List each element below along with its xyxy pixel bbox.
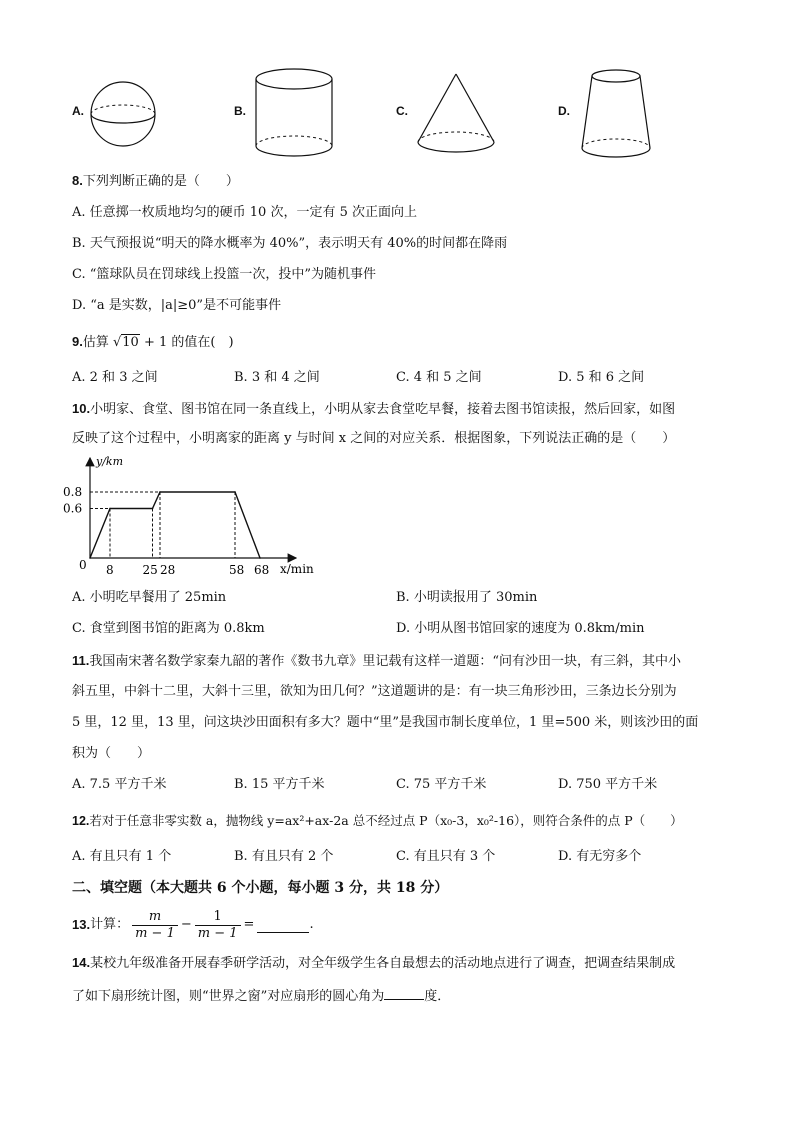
option-c-label: C. (396, 104, 408, 118)
question-11-line-1: 11.我国南宋著名数学家秦九韶的著作《数书九章》里记载有这样一道题：“问有沙田一块，有三斜，其中小 (72, 653, 682, 669)
question-14-line-2: 了如下扇形统计图，则“世界之窗”对应扇形的圆心角为 度． (72, 985, 450, 1006)
q12-option-a: A. 有且只有 1 个 (72, 849, 172, 864)
question-13: 13. 计算： $\frac{m}{m - 1}$ − $\frac{1}{m - 1}$ = . (72, 908, 314, 941)
q10-option-d: D. 小明从图书馆回家的速度为 0.8km/min (396, 621, 645, 636)
option-d-label: D. (558, 104, 570, 118)
answer-blank-13[interactable] (257, 918, 309, 933)
question-14-line-1: 14.某校九年级准备开展春季研学活动，对全年级学生各自最想去的活动地点进行了调查，把调查结果制成 (72, 955, 676, 971)
q11-option-a: A. 7.5 平方千米 (72, 777, 167, 792)
q8-option-b: B. 天气预报说“明天的降水概率为 40%”，表示明天有 40%的时间都在降雨 (72, 236, 508, 251)
data-point (152, 508, 154, 510)
question-11-line-3: 5 里，12 里，13 里，问这块沙田面积有多大？题中“里”是我国市制长度单位，1 里=500 米，则该沙田的面 (72, 715, 699, 730)
fraction-1-over-m-minus-1: $\frac{1}{m - 1}$ (195, 909, 241, 942)
question-12: 12.若对于任意非零实数 a，抛物线 y=ax²+ax-2a 总不经过点 P（x₀-3，x₀²-16），则符合条件的点 P（ ） (72, 813, 683, 828)
q11-option-c: C. 75 平方千米 (396, 777, 487, 792)
question-9: 9.估算 √10 + 1 的值在( ) (72, 334, 234, 350)
q9-option-c: C. 4 和 5 之间 (396, 370, 482, 385)
data-point (259, 557, 261, 559)
fraction-m-over-m-minus-1: $\frac{m}{m - 1}$ (132, 909, 178, 942)
question-11-line-2: 斜五里，中斜十二里，大斜十三里，欲知为田几何？”这道题讲的是：有一块三角形沙田，三条边长分别为 (72, 684, 677, 699)
x-tick-label: 68 (254, 563, 270, 577)
q10-option-b: B. 小明读报用了 30min (396, 590, 538, 605)
q10-option-c: C. 食堂到图书馆的距离为 0.8km (72, 621, 265, 636)
q11-option-d: D. 750 平方千米 (558, 777, 658, 792)
q9-option-a: A. 2 和 3 之间 (72, 370, 158, 385)
q8-option-d: D. “a 是实数，|a|≥0”是不可能事件 (72, 298, 282, 313)
data-point (234, 491, 236, 493)
data-point (109, 508, 111, 510)
sphere-icon (88, 72, 158, 154)
x-tick-label: 28 (160, 563, 176, 577)
q9-option-d: D. 5 和 6 之间 (558, 370, 645, 385)
cylinder-icon (252, 66, 340, 160)
distance-time-graph (60, 452, 340, 584)
y-tick-label: 0.6 (63, 501, 83, 516)
question-8: 8.下列判断正确的是（ ） (72, 173, 239, 189)
q8-option-c: C. “篮球队员在罚球线上投篮一次，投中”为随机事件 (72, 267, 377, 282)
answer-blank-14[interactable] (384, 985, 424, 1000)
question-10-line-1: 10.小明家、食堂、图书馆在同一条直线上，小明从家去食堂吃早餐，接着去图书馆读报，然后回家，如图 (72, 401, 676, 417)
question-10-line-2: 反映了这个过程中，小明离家的距离 y 与时间 x 之间的对应关系．根据图象，下列说法正确的是（ ） (72, 431, 676, 446)
option-a-label: A. (72, 104, 84, 118)
q12-option-c: C. 有且只有 3 个 (396, 849, 496, 864)
section-2-title: 二、填空题（本大题共 6 个小题，每小题 3 分，共 18 分） (72, 880, 449, 896)
x-tick-label: 8 (106, 563, 114, 577)
origin-label: 0 (79, 558, 87, 572)
sqrt-expression: √10 (112, 335, 139, 350)
option-b-label: B. (234, 104, 246, 118)
q8-option-a: A. 任意掷一枚质地均匀的硬币 10 次，一定有 5 次正面向上 (72, 205, 417, 220)
q12-option-d: D. 有无穷多个 (558, 849, 642, 864)
data-point (89, 557, 91, 559)
x-axis-label: x/min (280, 562, 314, 576)
q12-option-b: B. 有且只有 2 个 (234, 849, 334, 864)
q11-option-b: B. 15 平方千米 (234, 777, 325, 792)
y-axis-label: y/km (96, 455, 124, 468)
x-tick-label: 25 (142, 563, 158, 577)
frustum-icon (578, 66, 658, 162)
q10-option-a: A. 小明吃早餐用了 25min (72, 590, 227, 605)
x-tick-label: 58 (229, 563, 245, 577)
y-tick-label: 0.8 (63, 485, 83, 499)
data-point (159, 491, 161, 493)
question-8-stem: 下列判断正确的是（ ） (82, 174, 239, 189)
q9-option-b: B. 3 和 4 之间 (234, 370, 320, 385)
question-11-line-4: 积为（ ） (72, 746, 151, 761)
cone-icon (414, 70, 500, 160)
